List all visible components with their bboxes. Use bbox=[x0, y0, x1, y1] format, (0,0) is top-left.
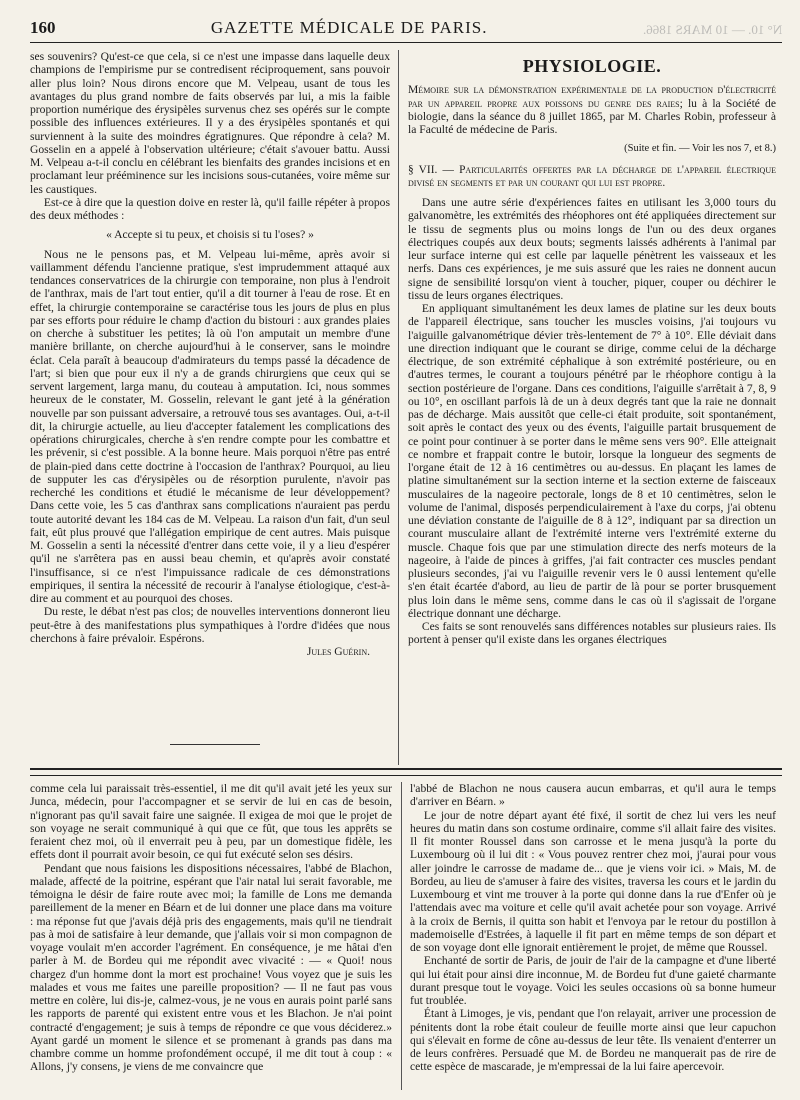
masthead-title: GAZETTE MÉDICALE DE PARIS. bbox=[210, 18, 488, 37]
running-head bbox=[30, 14, 782, 43]
paragraph: Étant à Limoges, je vis, pendant que l'on relayait, arriver une procession de pénitents dont la robe était couleur de feuille morte ainsi que leur capuchon qui s'élevait en forme de cône au-dessus de leur tête. Ils venaient d'enterrer un de leurs confrères. Persuadé que M. de Bordeu ne manquerait pas de rire de cette espèce de mascarade, je m'empressai de la lui faire apercevoir. bbox=[410, 1007, 776, 1074]
show-through-issue-date: N° 10. — 10 MARS 1866. bbox=[642, 22, 782, 37]
paragraph: Le jour de notre départ ayant été fixé, il sortit de chez lui vers les neuf heures du matin dans son costume ordinaire, comme s'il allait faire des visites. Il fit monter Roussel dans son carrosse et le mena jusqu'à la porte du Luxembourg où il lui dit : « Vous pouvez rentrer chez moi, j'aurai pour vous aller joindre le carrosse de madame de... que je viens voir ici. » Mais, M. de Bordeu, au lieu de s'amuser à faire des visites, traversa les cours et le jardin du Luxembourg et vint me trouver à la porte qui donne dans la rue d'Enfer où je l'attendais avec ma voiture et celle qu'il avait achetée pour son voyage. Arrivé à la croix de Bernis, il quitta son habit et l'envoya par le retour du postillon à mademoiselle d'Estrées, à laquelle il fit part en même temps de son départ et de son voyage dont elle ignorait entièrement le projet, de même que Roussel. bbox=[410, 808, 776, 954]
column-divider-lower bbox=[401, 782, 402, 1090]
feuilleton-separator-thin bbox=[30, 775, 782, 776]
column-upper-right bbox=[408, 50, 776, 765]
paragraph: Du reste, le débat n'est pas clos; de nouvelles interventions donneront lieu peut-être à des manifestations plus sympathiques à l'ordre d'idées que nous cherchons à faire prévaloir. Espérons. bbox=[30, 605, 390, 645]
column-lower-left bbox=[30, 782, 392, 1092]
article-end-rule bbox=[170, 744, 260, 745]
paragraph: Enchanté de sortir de Paris, de jouir de l'air de la campagne et d'une liberté qui lui était pour ainsi dire inconnue, M. de Bordeu fut d'une gaieté charmante durant presque tout le voyage. Voici les seules occasions où sa bonne humeur fut troublée. bbox=[410, 954, 776, 1007]
page-number: 160 bbox=[30, 18, 56, 37]
article-title bbox=[408, 83, 776, 136]
section-heading: PHYSIOLOGIE. bbox=[522, 56, 662, 76]
paragraph: Pendant que nous faisions les dispositions nécessaires, l'abbé de Blachon, malade, affecté de la poitrine, espérant que l'air natal lui serait favorable, me témoigna le désir de faire route avec moi; la famille de Lons me demanda pareillement de la mener en Béarn et de lui donner une place dans ma voiture : ma réponse fut que j'avais déjà pris des engagements, mais qu'il ne tiendrait pas à moi de satisfaire à leur demande, que j'allais voir si mon compagnon de voyage voulait m'en accorder l'agrément. En conséquence, je me hâtai d'en parler à M. de Bordeu qui me répondit avec vivacité : — « Quoi! nous chargez d'un homme dont la mort est prochaine! Vous voyez que je suis les malades et vous me faites une pareille proposition? — Il ne faut pas vous mettre en colère, lui dis-je, calmez-vous, je ne vous en aurais point parlé sans les rapports de parenté qui existent entre vous et les Blachon. Je n'ai point contracté d'engagement; je suis à temps de répondre ce que vous déciderez.» Ayant gardé un moment le silence et se promenant à grands pas dans ma chambre comme un homme profondément occupé, il me dit tout à coup : « Allons, j'y consens, je viens de me convaincre que bbox=[30, 861, 392, 1074]
paragraph: Est-ce à dire que la question doive en rester là, qu'il faille répéter à propos des deux méthodes : bbox=[30, 195, 390, 222]
paragraph: comme cela lui paraissait très-essentiel, il me dit qu'il avait jeté les yeux sur Junca, médecin, pour l'accompagner et se servir de lui en cas de besoin, n'ignorant pas qu'il savait faire une saignée. Il exigea de moi que le projet de son voyage ne serait communiqué à qui que ce fût, que tous les apprêts se feraient chez moi, où il enverrait peu à peu, par un domestique fidèle, les effets dont il pourrait avoir besoin, ce qui fut exécuté selon ses désirs. bbox=[30, 782, 392, 862]
feuilleton-separator bbox=[30, 768, 782, 770]
author-signature: Jules Guérin. bbox=[306, 645, 370, 658]
article-title-details: lu à la Société de biologie, dans la séance du 8 juillet 1865, par M. Charles Robin, professeur à la Faculté de médecine de Paris. bbox=[408, 96, 776, 136]
paragraph: Ces faits se sont renouvelés sans différences notables sur plusieurs raies. Ils portent à penser qu'il existe dans les organes électriques bbox=[408, 620, 776, 647]
paragraph: ses souvenirs? Qu'est-ce que cela, si ce n'est une impasse dans laquelle deux champions de l'empirisme pur se contredisent réciproquement, sans pouvoir aller plus loin? Nous dirons encore que M. Velpeau, usant de tous les avantages du plus grand nombre de faits observés par lui, a mis la faible proportion numérique des érysipèles survenus chez ses opérés sur le compte possible des influences extérieures. Il y a des érysipèles spontanés et qui surviennent à la suite des moindres égratignures. Que répondre à cela? M. Gosselin en a appelé à l'observation ultérieure; c'était s'avouer battu. Aussi M. Velpeau a-t-il conclu en célébrant les bienfaits des grandes incisions et en proclamant leur prééminence sur les incisions sous-cutanées, voire même sur les caustiques. bbox=[30, 50, 390, 196]
article-title-main: Mémoire sur la démonstration expérimentale de la production d'électricité par un appareil propre aux poissons du genre des raies; bbox=[408, 83, 776, 110]
paragraph: En appliquant simultanément les deux lames de platine sur les deux bouts de l'appareil électrique, sans toucher les muscles voisins, j'ai toujours vu l'aiguille galvanométrique dévier très-lentement de 7° à 10°. Elle déviait dans une direction indiquant que le courant se dirige, comme celui de la décharge électrique, de son extrémité céphalique à son extrémité postérieure, ou en d'autres termes, le courant a toujours pénétré par le rhéophore contigu à la section postérieure de l'organe. Dans ces conditions, l'aiguille s'arrêtait à 7, 8, 9 ou 10°, en oscillant parfois là de un à deux degrés tant que la raie ne donnait pas de décharge. Mais aussitôt que celle-ci était produite, soit spontanément, soit après le contact des yeux ou des évents, l'aiguille partait brusquement de ce point pour continuer à se porter dans le même sens vers 90°. Elle atteignait ce nombre et frappait contre le butoir, lorsque la longueur des segments de l'organe était de 12 à 16 centimètres ou au-dessus. En plaçant les lames de platine simultanément sur la section interne et la section externe de faisceaux musculaires de la nageoire pectorale, longs de 8 et 10 centimètres, selon le volume de l'animal, disposés perpendiculairement à l'axe du corps, j'ai obtenu une déviation constante de l'aiguille de 8 à 12°, indiquant par sa direction un courant musculaire allant de l'extrémité interne vers l'extrémité externe du muscle. Chaque fois que par une stimulation directe des nerfs moteurs de la nageoire, à l'aide de pinces à griffes, j'ai fait contracter ces muscles pendant plusieurs secondes, j'ai vu l'aiguille revenir vers le 0 aussi lentement qu'elle s'en était écartée d'abord, au lieu de partir de là pour se porter brusquement plus loin dans le même sens, comme dans le cas où il s'agissait de l'organe électrique donnant une décharge. bbox=[408, 302, 776, 620]
column-lower-right bbox=[410, 782, 776, 1092]
paragraph: Dans une autre série d'expériences faites en utilisant les 3,000 tours du galvanomètre, les extrémités des rhéophores ont été appliquées directement sur le tissu de segments plus ou moins longs de l'un ou des deux organes électriques coupés aux deux bouts; segments laissés adhérents à l'animal par leur surface interne qui est celle par laquelle pénètrent les vaisseaux et les nerfs. Dans ces expériences, je me suis assuré que les raies ne donnent aucun signe de sensibilité lorsqu'on vient à toucher, piquer, couper ou déchirer le tissu de leurs organes électriques. bbox=[408, 196, 776, 302]
paragraph: l'abbé de Blachon ne nous causera aucun embarras, et qu'il aura le temps d'arriver en Béarn. » bbox=[410, 782, 776, 809]
column-upper-left bbox=[30, 50, 390, 750]
column-divider bbox=[398, 50, 399, 765]
continuation-note: (Suite et fin. — Voir les nos 7, et 8.) bbox=[624, 143, 776, 155]
subsection-heading: § VII. — Particularités offertes par la décharge de l'appareil électrique divisé en segments et par un courant qui lui est propre. bbox=[408, 163, 776, 189]
quotation: « Accepte si tu peux, et choisis si tu l'oses? » bbox=[106, 228, 314, 242]
paragraph: Nous ne le pensons pas, et M. Velpeau lui-même, après avoir si vaillamment défendu l'ancienne pratique, s'est imprudemment attaqué aux tendances conservatrices de la chirurgie con temporaine, non plus à l'endroit de l'anthrax, mais de l'art tout entier, qu'il a dit tourner à l'eau de rose. Et en effet, la chirurgie contemporaine se caractérise tous les jours de plus en plus par ses efforts pour réduire le champ d'action du bistouri : aux grandes plaies on cherche à substituer les petites; là où l'on amputait un membre d'une manière brillante, on cherche aujourd'hui à le conserver, sans le moindre éclat. Cela paraît à beaucoup d'admirateurs du temps passé la décadence de l'art; si bien que pour eux il n'y a de grands chirurgiens que ceux qui se servent largement, larga manu, du couteau à amputation. Ici, nous sommes heureux de le constater, M. Gosselin, relevant le gant jeté à la génération nouvelle par son puissant adversaire, a retrouvé tous ses avantages. Oui, a-t-il dit, la chirurgie actuelle, au lieu d'accepter fatalement les complications des opérations chirurgicales, cherche à s'en rendre compte pour les combattre et les prévenir, si c'est possible. A la bonne heure. Mais porquoi n'être pas entré de plain-pied dans cette doctrine à l'occasion de l'anthrax? Pourquoi, au lieu de supputer les cas d'érysipèles ou de résorption purulente, n'avoir pas recherché les conditions et étudié le mécanisme de leur développement? Dans cette voie, les 5 cas d'anthrax sans complications n'auraient pas perdu toute autorité devant les 184 cas de M. Velpeau. La raison d'un fait, d'un seul fait, eût plus prouvé que l'allégation empirique de cent autres. Mais puisque M. Gosselin a senti la nécessité d'entrer dans cette voie, il y a lieu d'espérer qu'il ne s'arrêtera pas en aussi beau chemin, et qu'après avoir constaté l'insuffisance, si ce n'est l'impuissance radicale de ces démonstrations empiriques, il sentira la nécessité de recourir à l'analyse étiologique, c'est-à-dire au comment et au pourquoi des choses. bbox=[30, 247, 390, 605]
